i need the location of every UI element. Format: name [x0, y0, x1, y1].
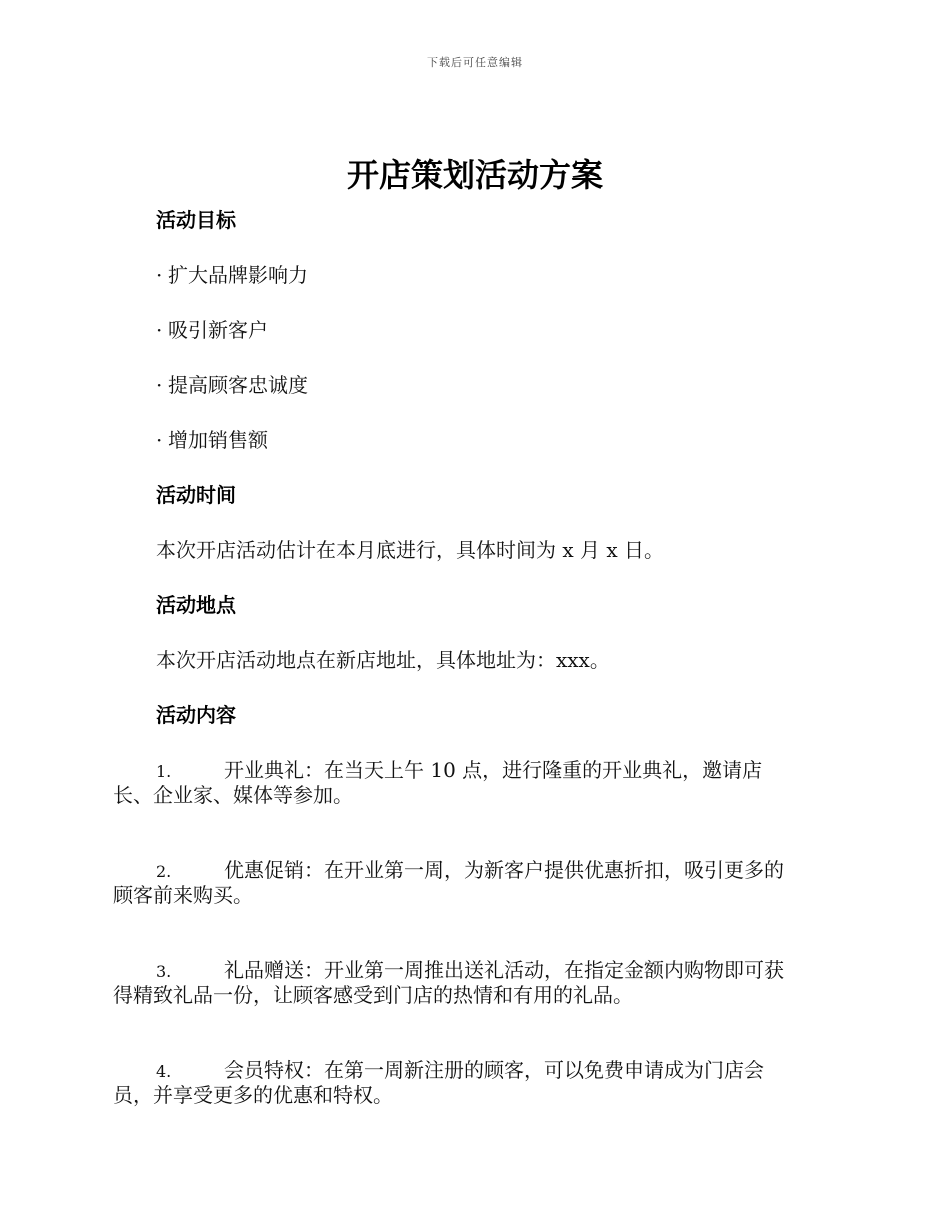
- goal-text: 增加销售额: [168, 428, 268, 452]
- header-note: 下载后可任意编辑: [427, 56, 523, 69]
- item-text: 礼品赠送：开业第一周推出送礼活动，在指定金额内购物即可获: [224, 958, 784, 982]
- goal-bullet-item: [113, 418, 838, 473]
- item-text-continued: 员，并享受更多的优惠和特权。: [113, 1083, 393, 1107]
- goal-text: 吸引新客户: [168, 318, 268, 342]
- item-text: 开业典礼：在当天上午 10 点，进行隆重的开业典礼，邀请店: [224, 758, 763, 782]
- goal-text: 扩大品牌影响力: [168, 263, 308, 287]
- bullet-dot: ·: [156, 428, 163, 452]
- bullet-dot: ·: [156, 318, 163, 342]
- document-body: [113, 198, 838, 1148]
- section-heading-place: 活动地点: [156, 593, 236, 617]
- section-heading-time: 活动时间: [156, 483, 236, 507]
- bullet-dot: ·: [156, 373, 163, 397]
- item-text-continued: 长、企业家、媒体等参加。: [113, 783, 353, 807]
- section-heading-goals: 活动目标: [156, 208, 236, 232]
- time-paragraph: 本次开店活动估计在本月底进行，具体时间为 x 月 x 日。: [156, 538, 664, 562]
- section-heading-content: 活动内容: [156, 703, 236, 727]
- goal-bullet-item: [113, 363, 838, 418]
- item-text: 会员特权：在第一周新注册的顾客，可以免费申请成为门店会: [224, 1058, 764, 1082]
- item-text: 优惠促销：在开业第一周，为新客户提供优惠折扣，吸引更多的: [224, 858, 784, 882]
- item-text-continued: 得精致礼品一份，让顾客感受到门店的热情和有用的礼品。: [113, 983, 633, 1007]
- goal-text: 提高顾客忠诚度: [168, 373, 308, 397]
- bullet-dot: ·: [156, 263, 163, 287]
- content-list-item: [113, 848, 838, 928]
- place-paragraph: 本次开店活动地点在新店地址，具体地址为：xxx。: [156, 648, 610, 672]
- goal-bullet-item: [113, 308, 838, 363]
- content-list-item: [113, 948, 838, 1028]
- document-title: 开店策划活动方案: [346, 156, 603, 194]
- content-list-item: [113, 1048, 838, 1128]
- item-number: 4.: [156, 1062, 172, 1081]
- goal-bullet-item: [113, 253, 838, 308]
- item-text-continued: 顾客前来购买。: [113, 883, 253, 907]
- item-number: 2.: [156, 862, 172, 881]
- content-list-item: [113, 748, 838, 828]
- item-number: 3.: [156, 962, 172, 981]
- item-number: 1.: [156, 762, 172, 781]
